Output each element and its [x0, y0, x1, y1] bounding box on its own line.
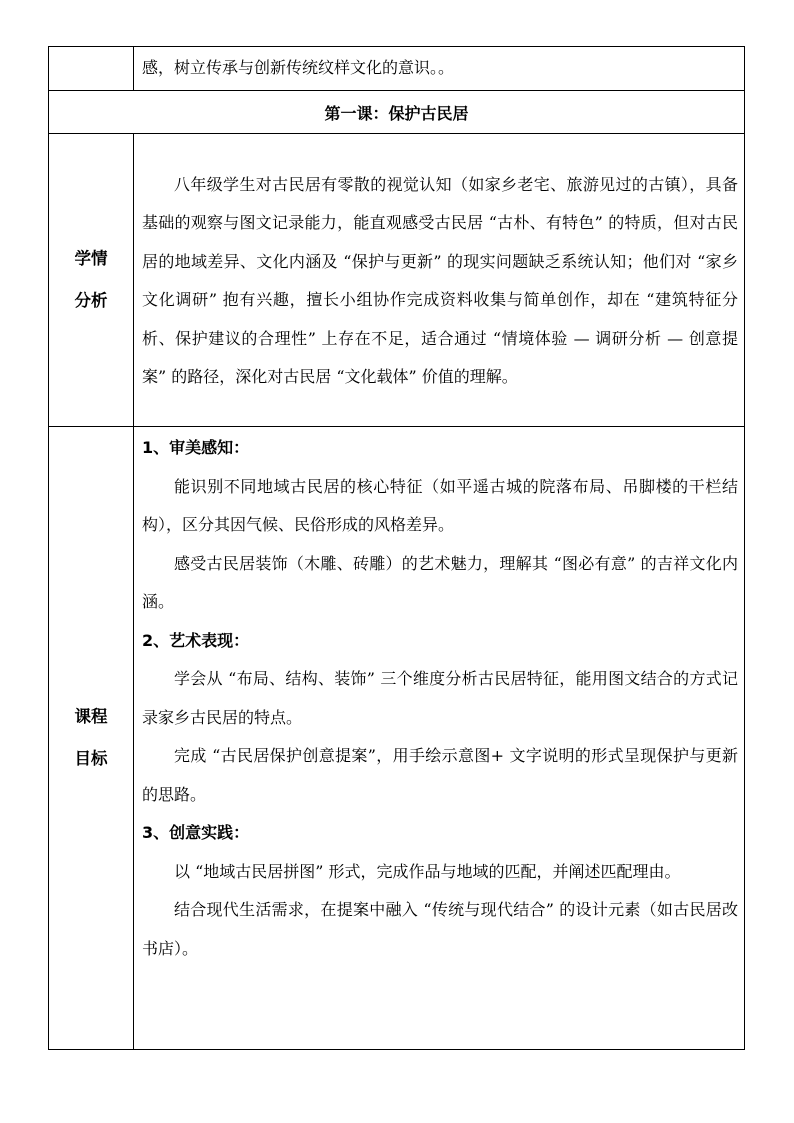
- student-analysis-label-line2: 分析: [74, 291, 108, 310]
- continuation-empty-label: [49, 47, 134, 91]
- student-analysis-text: 八年级学生对古民居有零散的视觉认知（如家乡老宅、旅游见过的古镇），具备基础的观察与图文记录能力，能直观感受古民居 “古朴、有特色” 的特质，但对古民居的地域差异、文化内涵及 “保护与更新” 的现实问题缺乏系统认知；他们对 “家乡文化调研” 抱有兴趣，擅长小组协作完成资料收集与简单创作，却在 “建筑特征分析、保护建议的合理性” 上存在不足，适合通过 “情境体验 — 调研分析 — 创意提案” 的路径，深化对古民居 “文化载体” 价值的理解。: [142, 174, 738, 386]
- lesson-title-row: [49, 91, 745, 134]
- continuation-row: [49, 47, 745, 91]
- goal-paragraph: 结合现代生活需求，在提案中融入 “传统与现代结合” 的设计元素（如古民居改书店）。: [142, 900, 738, 958]
- goal-paragraph: 完成 “古民居保护创意提案”，用手绘示意图+ 文字说明的形式呈现保护与更新的思路。: [142, 746, 738, 804]
- course-goals-content: [134, 427, 745, 1050]
- goal-heading-practice: 3、创意实践：: [142, 823, 250, 842]
- goal-paragraph: 学会从 “布局、结构、装饰” 三个维度分析古民居特征，能用图文结合的方式记录家乡古民居的特点。: [142, 669, 738, 727]
- goal-heading-expression: 2、艺术表现：: [142, 630, 250, 650]
- course-goals-row: [49, 427, 745, 1050]
- lesson-title: 第一课：保护古民居: [49, 91, 745, 134]
- student-analysis-content: [134, 134, 745, 427]
- goal-paragraph: 能识别不同地域古民居的核心特征（如平遥古城的院落布局、吊脚楼的干栏结构），区分其因气候、民俗形成的风格差异。: [142, 476, 738, 534]
- student-analysis-label-line1: 学情: [74, 249, 108, 268]
- goal-paragraph: 感受古民居装饰（木雕、砖雕）的艺术魅力，理解其 “图必有意” 的吉祥文化内涵。: [142, 553, 738, 611]
- course-goals-label-line2: 目标: [74, 749, 108, 768]
- student-analysis-row: [49, 134, 745, 427]
- course-goals-label: [49, 427, 134, 1050]
- student-analysis-label: [49, 134, 134, 427]
- goal-heading-aesthetic: 1、审美感知：: [142, 438, 250, 457]
- goal-paragraph: 以 “地域古民居拼图” 形式，完成作品与地域的匹配，并阐述匹配理由。: [174, 861, 681, 881]
- lesson-plan-table: [48, 46, 745, 1050]
- continuation-text: 感，树立传承与创新传统纹样文化的意识。。: [134, 47, 745, 91]
- course-goals-label-line1: 课程: [74, 707, 108, 726]
